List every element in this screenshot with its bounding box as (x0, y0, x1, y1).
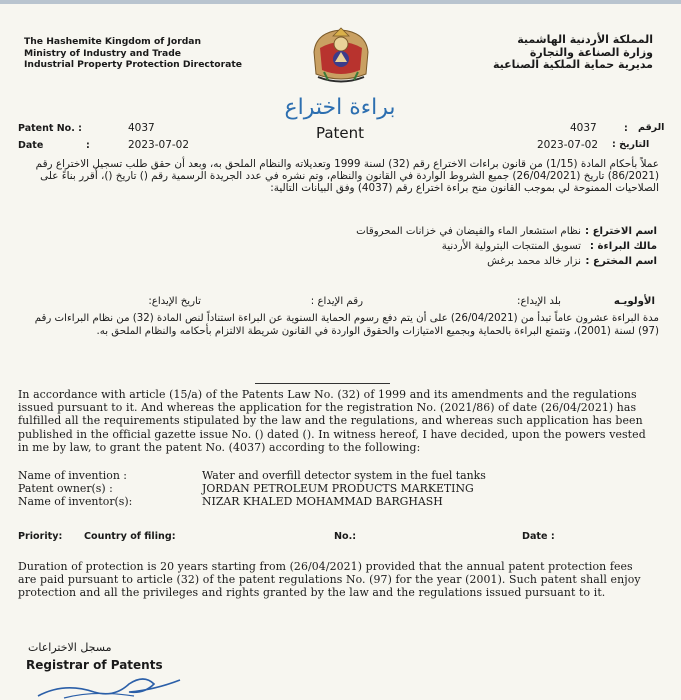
ar-inventor-label: اسم المخترع : (585, 256, 657, 267)
ar-no-value: 4037 (570, 122, 597, 134)
english-paragraph: In accordance with article (15/a) of the Patents Law No. (32) of 1999 and its amendments and the regulations issued pursuant to it. And whereas the application for the registration No. (2021/86) of date (26/04/2021) has fulfilled all the requirements stipulated by the law and the regulations, and whereas such application has been published in the official gazette issue No. () dated (). In witness hereof, I have decided, upon the powers vested in me by law, to grant the patent No. (4037) according to the following: (18, 388, 646, 454)
ar-protection-paragraph: مدة البراءة عشرون عاماً تبدأ من (26/04/2021) على أن يتم دفع رسوم الحماية السنوية عن البراءة استناداً لنص المادة (32) من نظام البراءات رقم (97) لسنة (2001)، وتتمتع البراءة بالحماية وبجميع الامتيازات والحقوق الواردة في القانون شريطة الالتزام بأحكامه والنظام الملحق به. (34, 313, 659, 337)
ar-country-label: بلد الإيداع: (517, 296, 561, 307)
en-protection-paragraph: Duration of protection is 20 years starting from (26/04/2021) provided that the annual patent protection fees are paid pursuant to article (32) of the patent regulations No. (97) for the year (2001). Such patent shall enjoy protection and all the privileges and rights granted by the law and the regulations issued pursuant to it. (18, 560, 641, 600)
en-inventor-row (18, 495, 443, 508)
patent-no-value: 4037 (128, 122, 155, 134)
date-label: Date (18, 140, 44, 151)
ar-no-label: الرقم (638, 122, 665, 133)
header-ar-line-3: مديرية حماية الملكية الصناعية (492, 58, 653, 71)
ar-date-label: التاريخ : (612, 139, 650, 150)
ar-inventor-value: نزار خالد محمد برغش (487, 256, 581, 267)
date-colon: : (86, 140, 90, 151)
header-en-line-1: The Hashemite Kingdom of Jordan (24, 36, 202, 47)
coat-of-arms-icon (306, 22, 376, 86)
section-divider (255, 383, 390, 384)
en-owner-label: Patent owner(s) : (18, 482, 113, 495)
header-english (24, 36, 242, 71)
en-owner-row (18, 482, 474, 495)
signature-icon (34, 672, 184, 700)
title-english: Patent (315, 124, 365, 142)
registrar-arabic: مسجل الاختراعات (28, 641, 112, 654)
header-arabic (493, 34, 653, 72)
registrar-english: Registrar of Patents (26, 658, 163, 672)
top-border (0, 0, 681, 4)
ar-date-value: 2023-07-02 (537, 139, 599, 151)
header-en-line-2: Ministry of Industry and Trade (24, 47, 182, 59)
ar-number-label: رقم الإيداع : (310, 296, 363, 307)
ar-filing-date-label: تاريخ الإيداع: (148, 296, 201, 307)
title-arabic: براءة اختراع (284, 95, 396, 120)
date-value: 2023-07-02 (128, 139, 190, 151)
en-invention-label: Name of invention : (18, 469, 127, 482)
en-priority-label: Priority: (18, 531, 63, 542)
ar-invention-value: نظام استشعار الماء والفيضان في خزانات المحروقات (356, 226, 581, 237)
patent-no-label: Patent No. : (18, 123, 82, 134)
en-date-label: Date : (522, 531, 555, 542)
en-country-label: Country of filing: (84, 531, 176, 542)
ar-owner-value: تسويق المنتجات البترولية الأردنية (441, 241, 581, 252)
arabic-paragraph: عملاً بأحكام المادة (1/15) من قانون براءات الاختراع رقم (32) لسنة 1999 وتعديلاته والنظام الملحق به، وبعد أن حقق طلب تسجيل الاختراع رقم (86/2021) تاريخ (26/04/2021) جميع الشروط الواردة في القانون والنظام، وتم نشره في عدد الجريدة الرسمية رقم () تاريخ ()، أقرر بناءً على الصلاحيات الممنوحة لي بموجب القانون منح براءة اختراع رقم (4037) وفق البيانات التالية: (35, 158, 659, 195)
ar-owner-label: مالك البراءة : (589, 241, 657, 252)
en-owner-value: JORDAN PETROLEUM PRODUCTS MARKETING (202, 482, 474, 495)
header-ar-line-1: المملكة الأردنية الهاشمية (517, 33, 653, 46)
header-en-line-3: Industrial Property Protection Directorate (24, 59, 242, 70)
en-invention-row (18, 469, 486, 482)
ar-invention-label: اسم الاختراع : (584, 226, 657, 237)
header-ar-line-2: وزارة الصناعة والتجارة (529, 45, 653, 59)
en-invention-value: Water and overfill detector system in the fuel tanks (202, 469, 486, 482)
en-inventor-value: NIZAR KHALED MOHAMMAD BARGHASH (202, 495, 443, 508)
en-inventor-label: Name of inventor(s): (18, 495, 133, 508)
ar-no-colon: : (624, 123, 628, 134)
en-number-label: No.: (334, 531, 357, 542)
ar-priority-label: الأولويـه (613, 296, 655, 307)
